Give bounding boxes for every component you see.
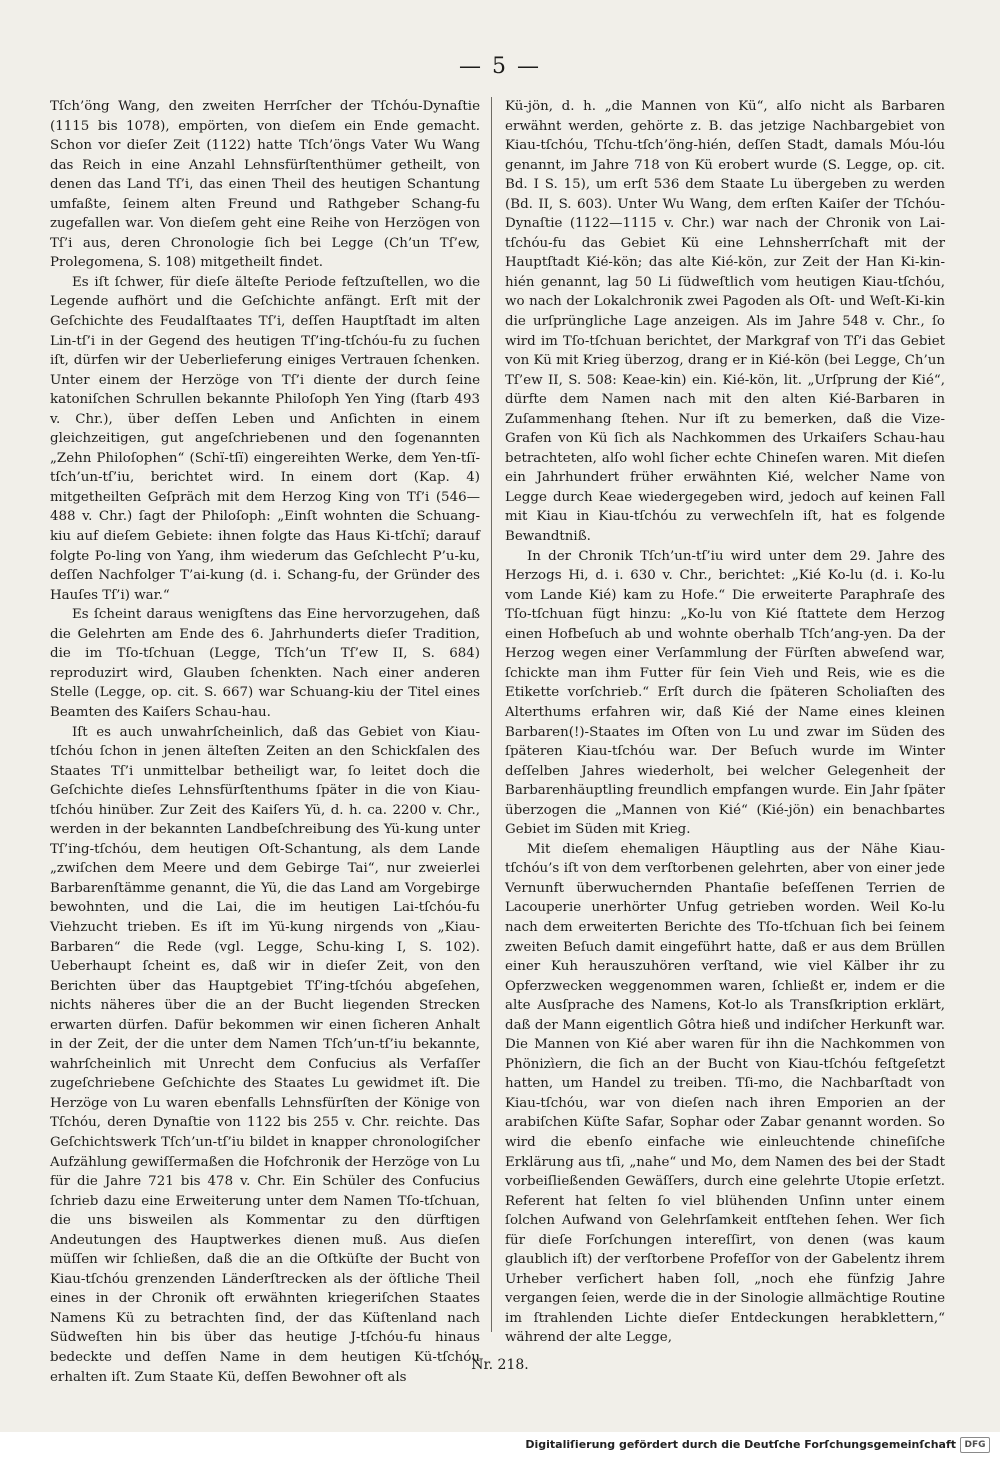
dfg-logo: DFG — [960, 1437, 990, 1453]
paragraph: Tſch’öng Wang, den zweiten Herrſcher der Tſchóu-Dynaſtie (1115 bis 1078), empörten, von dieſem ein Ende gemacht. Schon vor dieſer Zeit (1122) hatte Tſch’öngs Vater Wu Wang das Reich in eine Anzahl Lehnsfürſtenthümer getheilt, von denen das Land Tſ’i, das einen Theil des heutigen Schantung umfaßte, ſeinem alten Freund und Rathgeber Schang-fu zugefallen war. Von dieſem geht eine Reihe von Herzögen von Tſ’i aus, deren Chronologie ſich bei Legge (Ch’un Tſ’ew, Prolegomena, S. 108) mitgetheilt findet. — [50, 99, 480, 271]
column-divider — [491, 97, 492, 1332]
digitization-credit: Digitaliſierung gefördert durch die Deutſche Forſchungsgemeinſchaft — [525, 1438, 956, 1451]
page-number: — 5 — — [459, 54, 541, 79]
issue-number: Nr. 218. — [471, 1357, 529, 1373]
paragraph: Kü-jön, d. h. „die Mannen von Kü“, alſo nicht als Barbaren erwähnt werden, gehörte z. B. das jetzige Nachbargebiet von Kiau-tſchóu, Tſchu-tſch’öng-hién, deſſen Stadt, damals Móu-lóu genannt, im Jahre 718 von Kü erobert wurde (S. Legge, op. cit. Bd. I S. 15), um erſt 536 dem Staate Lu übergeben zu werden (Bd. II, S. 603). Unter Wu Wang, dem erſten Kaiſer der Tſchóu-Dynaſtie (1122—1115 v. Chr.) war nach der Chronik von Lai-tſchóu-fu das Gebiet Kü eine Lehnsherrſchaft mit der Hauptſtadt Kié-kön; das alte Kié-kön, zur Zeit der Han Ki-kin-hién genannt, lag 50 Li ſüdweſtlich vom heutigen Kiau-tſchóu, wo nach der Lokalchronik zwei Pagoden als Oſt- und Weſt-Ki-kin die urſprüngliche Lage anzeigen. Als im Jahre 548 v. Chr., ſo wird im Tſo-tſchuan berichtet, der Markgraf von Tſ’i das Gebiet von Kü mit Krieg überzog, drang er in Kié-kön (bei Legge, Ch’un Tſ’ew II, S. 508: Keae-kin) ein. Kié-kön, lit. „Urſprung der Kié“, dürfte dem Namen nach mit den alten Kié-Barbaren in Zuſammenhang ſtehen. Nur iſt zu bemerken, daß die Vize-Grafen von Kü ſich als Nachkommen des Urkaiſers Schau-hau betrachteten, alſo wohl ſicher echte Chineſen waren. Mit dieſen ein Jahrhundert früher erwähnten Kié, welcher Name von Legge durch Keae wiedergegeben wird, jedoch auf keinen Fall mit Kiau in Kiau-tſchóu zu verwechſeln iſt, hat es folgende Bewandtniß. — [505, 99, 945, 545]
digitization-bar — [0, 1432, 1000, 1457]
paragraph: Es ſcheint daraus wenigſtens das Eine hervorzugehen, daß die Gelehrten am Ende des 6. Jahrhunderts dieſer Tradition, die im Tſo-tſchuan (Legge, Tſch’un Tſ’ew II, S. 684) reproduzirt wird, Glauben ſchenkten. Nach einer anderen Stelle (Legge, op. cit. S. 667) war Schuang-kiu der Titel eines Beamten des Kaiſers Schau-hau. — [50, 607, 480, 720]
paragraph: In der Chronik Tſch’un-tſ’iu wird unter dem 29. Jahre des Herzogs Hi, d. i. 630 v. Chr., berichtet: „Kié Ko-lu (d. i. Ko-lu vom Lande Kié) kam zu Hofe.“ Die erweiterte Paraphraſe des Tſo-tſchuan fügt hinzu: „Ko-lu von Kié ſtattete dem Herzog einen Hofbeſuch ab und wohnte oberhalb Tſch’ang-yen. Da der Herzog wegen einer Verſammlung der Fürſten abweſend war, ſchickte man ihm Futter für ſein Vieh und Reis, wie es die Etikette vorſchrieb.“ Erſt durch die ſpäteren Scholiaſten des Alterthums erfahren wir, daß Kié der Name eines kleinen Barbaren(!)-Staates im Oſten von Lu und zwar im Süden des ſpäteren Kiau-tſchóu war. Der Beſuch wurde im Winter deſſelben Jahres wiederholt, bei welcher Gelegenheit der Barbarenhäuptling freundlich empfangen wurde. Ein Jahr ſpäter überzogen die „Mannen von Kié“ (Kié-jön) ein benachbartes Gebiet im Süden mit Krieg. — [505, 548, 945, 838]
left-column — [50, 97, 480, 1385]
paragraph: Es iſt ſchwer, für dieſe älteſte Periode feſtzuſtellen, wo die Legende aufhört und die Geſchichte anfängt. Erſt mit der Geſchichte des Feudalſtaates Tſ’i, deſſen Hauptſtadt im alten Lin-tſ’i in der Gegend des heutigen Tſ’ing-tſchóu-fu zu ſuchen iſt, dürfen wir der Ueberlieferung einiges Vertrauen ſchenken. Unter einem der Herzöge von Tſ’i diente der durch ſeine katoniſchen Schrullen bekannte Philoſoph Yen Ying (ſtarb 493 v. Chr.), über deſſen Leben und Anſichten in einem gleichzeitigen, gut angeſchriebenen und den ſogenannten „Zehn Philoſophen“ (Schï-tſï) eingereihten Werke, dem Yen-tſï-tſch’un-tſ’iu, berichtet wird. In einem dort (Kap. 4) mitgetheilten Geſpräch mit dem Herzog King von Tſ’i (546—488 v. Chr.) ſagt der Philoſoph: „Einſt wohnten die Schuang-kiu auf dieſem Gebiete: ihnen folgte das Haus Ki-tſchï; darauf folgte Po-ling von Yang, ihm wiederum das Geſchlecht P’u-ku, deſſen Nachfolger T’ai-kung (d. i. Schang-fu, der Gründer des Hauſes Tſ’i) war.“ — [50, 274, 480, 603]
paragraph: Iſt es auch unwahrſcheinlich, daß das Gebiet von Kiau-tſchóu ſchon in jenen älteſten Zeiten an den Schickſalen des Staates Tſ’i unmittelbar betheiligt war, ſo leitet doch die Geſchichte dieſes Lehnsfürſtenthums ſpäter in die von Kiau-tſchóu hinüber. Zur Zeit des Kaiſers Yü, d. h. ca. 2200 v. Chr., werden in der bekannten Landbeſchreibung des Yü-kung unter Tſ’ing-tſchóu, dem heutigen Oſt-Schantung, als dem Lande „zwiſchen dem Meere und dem Gebirge Tai“, nur zweierlei Barbarenſtämme genannt, die Yü, die das Land am Vorgebirge bewohnten, und die Lai, die im heutigen Lai-tſchóu-fu Viehzucht trieben. Es iſt im Yü-kung nirgends von „Kiau-Barbaren“ die Rede (vgl. Legge, Schu-king I, S. 102). Ueberhaupt ſcheint es, daß wir in dieſer Zeit, von den Berichten über das Hauptgebiet Tſ’ing-tſchóu abgeſehen, nichts näheres über die an der Bucht liegenden Strecken erwarten dürfen. Dafür bekommen wir einen ſicheren Anhalt in der Zeit, der die unter dem Namen Tſch’un-tſ’iu bekannte, wahrſcheinlich mit Unrecht dem Confucius als Verfaſſer zugeſchriebene Geſchichte des Staates Lu gewidmet iſt. Die Herzöge von Lu waren ebenfalls Lehnsfürſten der Könige von Tſchóu, deren Dynaſtie von 1122 bis 255 v. Chr. reichte. Das Geſchichtswerk Tſch’un-tſ’iu bildet in knapper chronologiſcher Aufzählung gewiſſermaßen die Hofchronik der Herzöge von Lu für die Jahre 721 bis 478 v. Chr. Ein Schüler des Confucius ſchrieb dazu eine Erweiterung unter dem Namen Tſo-tſchuan, die uns bisweilen als Kommentar zu den dürftigen Andeutungen des Hauptwerkes dienen muß. Aus dieſen müſſen wir ſchließen, daß die an die Oſtküſte der Bucht von Kiau-tſchóu grenzenden Länderſtrecken als der öſtliche Theil eines in der Chronik oft erwähnten kriegeriſchen Staates Namens Kü zu betrachten ſind, der das Küſtenland nach Südweſten hin bis über das heutige J-tſchóu-fu hinaus bedeckte und deſſen Name in dem heutigen Kü-tſchóu erhalten iſt. Zum Staate Kü, deſſen Bewohner oft als — [50, 724, 480, 1385]
paragraph: Mit dieſem ehemaligen Häuptling aus der Nähe Kiau-tſchóu’s iſt von dem verſtorbenen gelehrten, aber von einer jede Vernunft überwuchernden Phantaſie beſeſſenen Terrien de Lacouperie unerhörter Unfug getrieben worden. Weil Ko-lu nach dem erweiterten Berichte des Tſo-tſchuan ſich bei ſeinem zweiten Beſuch damit eingeführt hatte, daß er aus dem Brüllen einer Kuh herauszuhören verſtand, wie viel Kälber ihr zu Opferzwecken weggenommen waren, ſchließt er, indem er die alte Ausſprache des Namens, Kot-lo als Transſkription erklärt, daß der Mann eigentlich Gôtra hieß und indiſcher Herkunft war. Die Mannen von Kié aber waren für ihn die Nachkommen von Phönizìern, die ſich an der Bucht von Kiau-tſchóu feſtgeſetzt hatten, um Handel zu treiben. Tſi-mo, die Nachbarſtadt von Kiau-tſchóu, war von dieſen nach ihren Emporien an der arabiſchen Küſte Safar, Sophar oder Zabar genannt worden. So wird die ebenſo einfache wie einleuchtende chineſiſche Erklärung aus tſi, „nahe“ und Mo, dem Namen des bei der Stadt vorbeiſließenden Gewäſſers, durch eine gelehrte Utopie erſetzt. Referent hat ſelten ſo viel blühenden Unſinn unter einem ſolchen Aufwand von Gelehrſamkeit entſtehen ſehen. Wer ſich für dieſe Forſchungen intereſſirt, von denen (was kaum glaublich iſt) der verſtorbene Profeſſor von der Gabelentz ihrem Urheber verſichert haben ſoll, „noch ehe fünfzig Jahre vergangen ſeien, werde die in der Sinologie allmächtige Routine im ſtrahlenden Lichte dieſer Entdeckungen herabklettern,“ während der alte Legge, — [505, 841, 945, 1346]
right-column — [505, 97, 945, 1346]
